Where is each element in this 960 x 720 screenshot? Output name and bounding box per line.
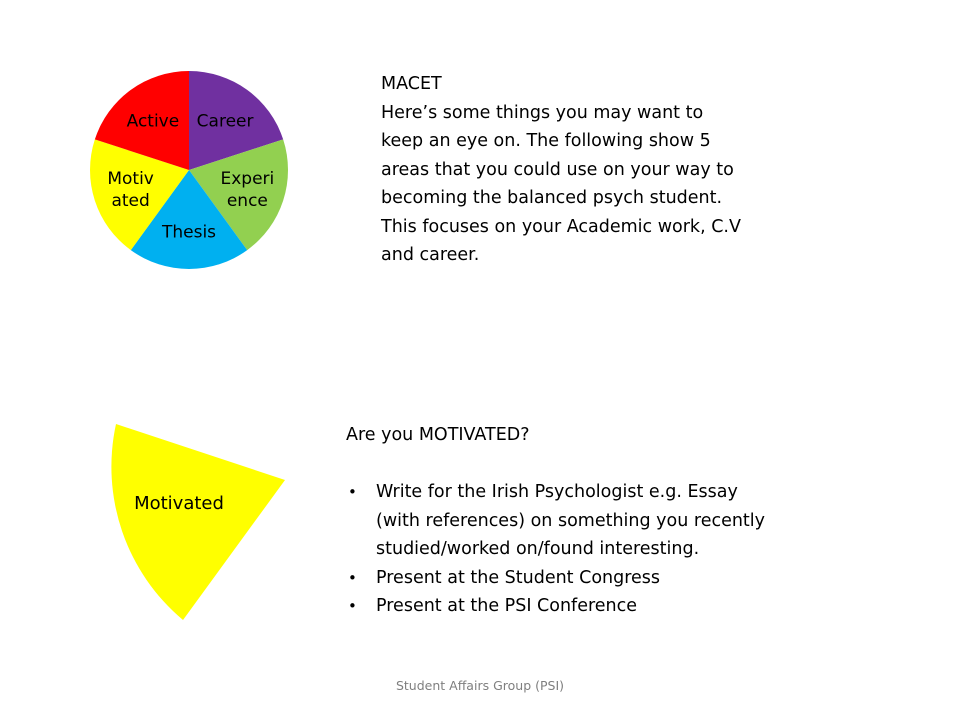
bullet-item <box>346 564 826 593</box>
motivated-question: Are you MOTIVATED? <box>346 425 530 445</box>
motivated-wedge-label: Motivated <box>134 493 224 514</box>
intro-line: areas that you could use on your way to <box>381 159 734 180</box>
motivated-section <box>346 421 826 621</box>
bullet-item <box>346 592 826 621</box>
motivated-wedge-shape <box>111 424 285 620</box>
pie-label-motivated: Motiv ated <box>107 168 154 211</box>
pie-label-thesis: Thesis <box>161 222 217 243</box>
intro-line: becoming the balanced psych student. <box>381 188 723 208</box>
macet-intro <box>381 70 801 270</box>
bullet-line: Present at the Student Congress <box>376 567 661 588</box>
pie-label-active: Active <box>126 111 180 132</box>
motivated-bullet-list <box>346 478 826 621</box>
footer-text: Student Affairs Group (PSI) <box>395 678 565 693</box>
intro-title: MACET <box>381 74 442 94</box>
pie-label-experience: Experi ence <box>220 168 275 211</box>
intro-line: keep an eye on. The following show 5 <box>381 131 711 151</box>
intro-line: and career. <box>381 245 480 265</box>
bullet-line: (with references) on something you recently <box>376 510 766 531</box>
bullet-icon: • <box>348 597 357 615</box>
intro-line: Here’s some things you may want to <box>381 102 704 123</box>
bullet-icon: • <box>348 568 357 587</box>
bullet-item <box>346 478 826 564</box>
bullet-line: Write for the Irish Psychologist e.g. Essay <box>376 482 738 502</box>
intro-line: This focuses on your Academic work, C.V <box>381 216 741 237</box>
pie-label-career: Career <box>196 111 254 132</box>
bullet-line: studied/worked on/found interesting. <box>376 539 700 559</box>
bullet-line: Present at the PSI Conference <box>376 596 638 616</box>
bullet-icon: • <box>348 483 357 501</box>
